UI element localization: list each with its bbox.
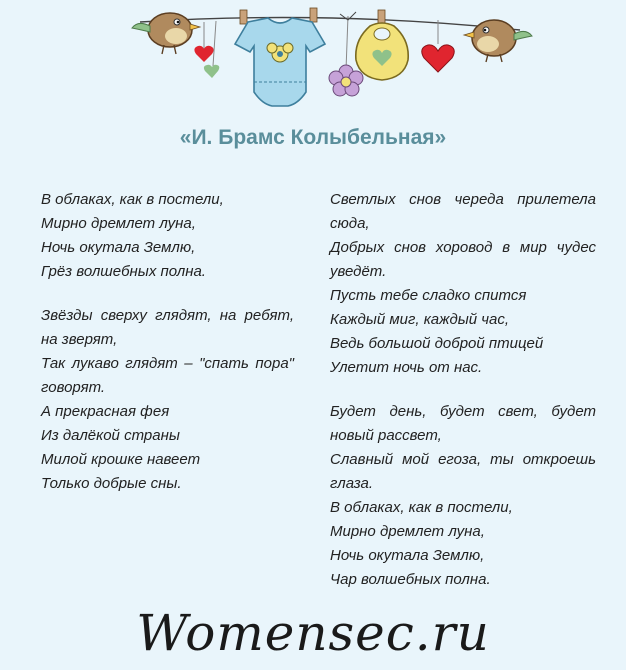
heart-icon (422, 45, 455, 72)
poem-line: Ночь окутала Землю, (41, 239, 196, 256)
poem-line: Будет день, будет свет, будет новый рассвет, (330, 403, 596, 444)
heart-icon (204, 65, 219, 78)
site-watermark: Womensec.ru (136, 604, 490, 662)
poem-line: А прекрасная фея (41, 403, 170, 420)
poem-line: Только добрые сны. (41, 475, 182, 492)
poem-line: Светлых снов череда прилетела сюда, (330, 191, 596, 232)
stanza (330, 400, 596, 592)
poem-line: Так лукаво глядят – "спать пора" говорят. (41, 355, 294, 396)
poem-line: Грёз волшебных полна. (41, 263, 206, 280)
poem-line: Славный мой егоза, ты откроешь глаза. (330, 451, 596, 492)
poem-line: Мирно дремлет луна, (41, 215, 196, 232)
stanza (41, 188, 294, 284)
poem-line: Каждый миг, каждый час, (330, 311, 510, 328)
poem-left-column (41, 188, 294, 516)
bib-icon (356, 23, 408, 80)
clothespin-icon (310, 8, 317, 22)
poem-line: Добрых снов хоровод в мир чудес уведёт. (330, 239, 596, 280)
stanza (330, 188, 596, 380)
onesie-icon (235, 18, 325, 106)
poem-line: Ночь окутала Землю, (330, 547, 485, 564)
clothespin-icon (378, 10, 385, 24)
poem-line: Чар волшебных полна. (330, 571, 491, 588)
poem-line: Мирно дремлет луна, (330, 523, 485, 540)
clothespin-icon (240, 10, 247, 24)
poem-line: Звёзды сверху глядят, на ребят, на зверят, (41, 307, 294, 348)
poem-line: Из далёкой страны (41, 427, 180, 444)
poem-right-column (330, 188, 596, 612)
poem-line: Милой крошке навеет (41, 451, 201, 468)
poem-line: Пусть тебе сладко спится (330, 287, 527, 304)
poem-line: В облаках, как в постели, (41, 191, 224, 208)
flower-icon (329, 65, 363, 96)
poem-line: Улетит ночь от нас. (330, 359, 483, 376)
poem-line: Ведь большой доброй птицей (330, 335, 544, 352)
stanza (41, 304, 294, 496)
page-title: «И. Брамс Колыбельная» (179, 126, 447, 149)
baby-garland-illustration (120, 0, 540, 112)
poem-line: В облаках, как в постели, (330, 499, 513, 516)
